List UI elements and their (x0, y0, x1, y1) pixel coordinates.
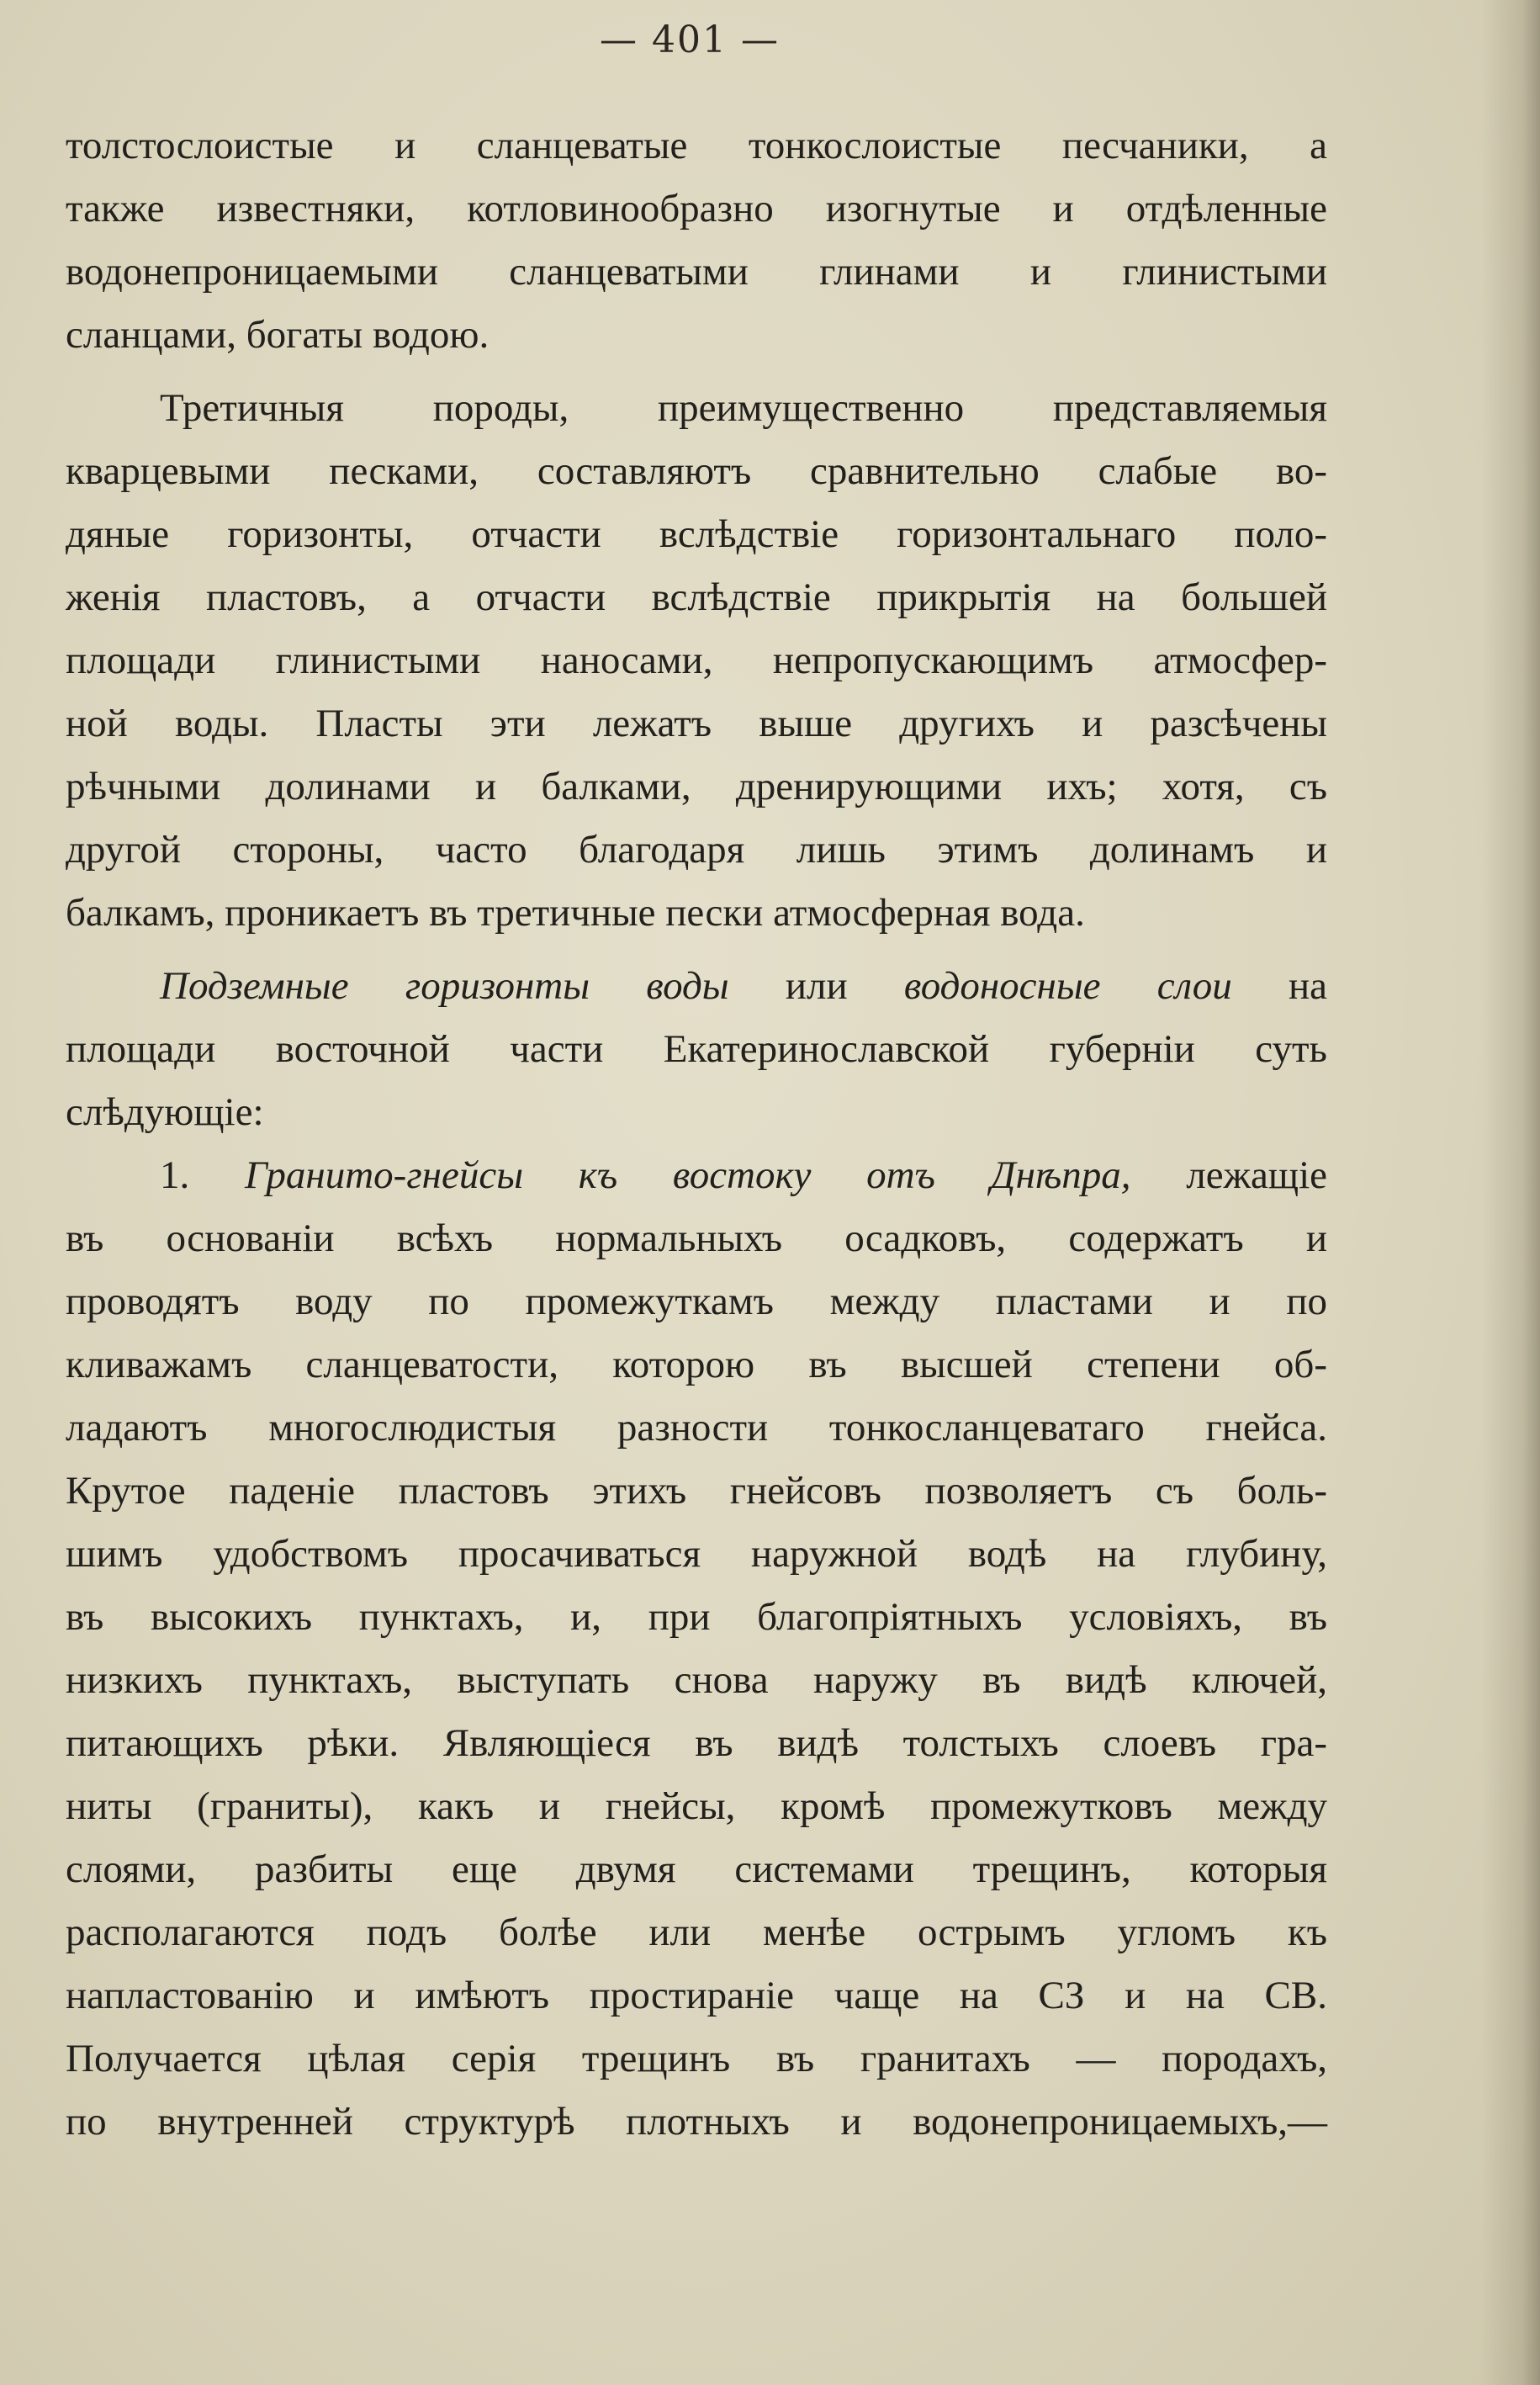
text-line: толстослоистые и сланцеватые тонкослоистые песчаники, а (66, 124, 1327, 167)
item-heading: Гранито-гнейсы къ востоку отъ Днѣпра, (245, 1153, 1131, 1197)
text-line: въ основаніи всѣхъ нормальныхъ осадковъ, содержатъ и (66, 1216, 1327, 1260)
text-line: площади восточной части Екатеринославской губерніи суть (66, 1027, 1327, 1071)
text-line: напластованію и имѣютъ простираніе чаще на СЗ и на СВ. (66, 1974, 1327, 2017)
text-line: также известняки, котловинообразно изогнутые и отдѣленные (66, 187, 1327, 231)
text-line: въ высокихъ пунктахъ, и, при благопріятныхъ условіяхъ, въ (66, 1595, 1327, 1639)
text-line: Третичныя породы, преимущественно представляемыя (160, 386, 1327, 430)
text-fragment: или (785, 964, 848, 1008)
text-fragment: лежащіе (1186, 1153, 1328, 1197)
page-edge-shadow (1481, 0, 1540, 2385)
italic-term: Подземные горизонты воды (160, 964, 729, 1008)
text-line: ниты (граниты), какъ и гнейсы, кромѣ промежутковъ между (66, 1784, 1327, 1828)
text-line: Получается цѣлая серія трещинъ въ гранитахъ — породахъ, (66, 2037, 1327, 2080)
text-line: балкамъ, проникаетъ въ третичные пески атмосферная вода. (66, 891, 1085, 935)
text-line: слѣдующіе: (66, 1090, 264, 1134)
text-line: водонепроницаемыми сланцеватыми глинами и глинистыми (66, 250, 1327, 294)
item-number: 1. (160, 1153, 190, 1197)
body-text (66, 114, 1327, 2154)
text-line: располагаются подъ болѣе или менѣе острымъ угломъ къ (66, 1911, 1327, 1954)
text-line: площади глинистыми наносами, непропускающимъ атмосфер- (66, 639, 1327, 682)
text-line: слоями, разбиты еще двумя системами трещинъ, которыя (66, 1847, 1327, 1891)
text-line: ной воды. Пласты эти лежатъ выше другихъ и разсѣчены (66, 702, 1327, 745)
text-line: проводятъ воду по промежуткамъ между пластами и по (66, 1280, 1327, 1323)
italic-term: водоносные слои (903, 964, 1232, 1008)
page-number: — 401 — (600, 19, 780, 61)
text-line: дяные горизонты, отчасти вслѣдствіе горизонтальнаго поло- (66, 512, 1327, 556)
text-line: низкихъ пунктахъ, выступать снова наружу въ видѣ ключей, (66, 1658, 1327, 1702)
text-line: ладаютъ многослюдистыя разности тонкосланцеватаго гнейса. (66, 1406, 1327, 1450)
text-line: другой стороны, часто благодаря лишь этимъ долинамъ и (66, 828, 1327, 872)
text-fragment: на (1289, 964, 1328, 1008)
text-line: по внутренней структурѣ плотныхъ и водонепроницаемыхъ,— (66, 2100, 1327, 2144)
text-line: рѣчными долинами и балками, дренирующими ихъ; хотя, съ (66, 765, 1327, 808)
text-line: женія пластовъ, а отчасти вслѣдствіе прикрытія на большей (66, 575, 1327, 619)
text-line: кварцевыми песками, составляютъ сравнительно слабые во- (66, 449, 1327, 493)
text-line: питающихъ рѣки. Являющіеся въ видѣ толстыхъ слоевъ гра- (66, 1721, 1327, 1765)
text-line: сланцами, богаты водою. (66, 313, 490, 357)
text-line: Крутое паденіе пластовъ этихъ гнейсовъ позволяетъ съ боль- (66, 1469, 1327, 1513)
item-heading-line (66, 1144, 1327, 1207)
text-line: кливажамъ сланцеватости, которою въ высшей степени об- (66, 1343, 1327, 1386)
text-line: шимъ удобствомъ просачиваться наружной водѣ на глубину, (66, 1532, 1327, 1576)
text-line-mixed (66, 955, 1327, 1018)
